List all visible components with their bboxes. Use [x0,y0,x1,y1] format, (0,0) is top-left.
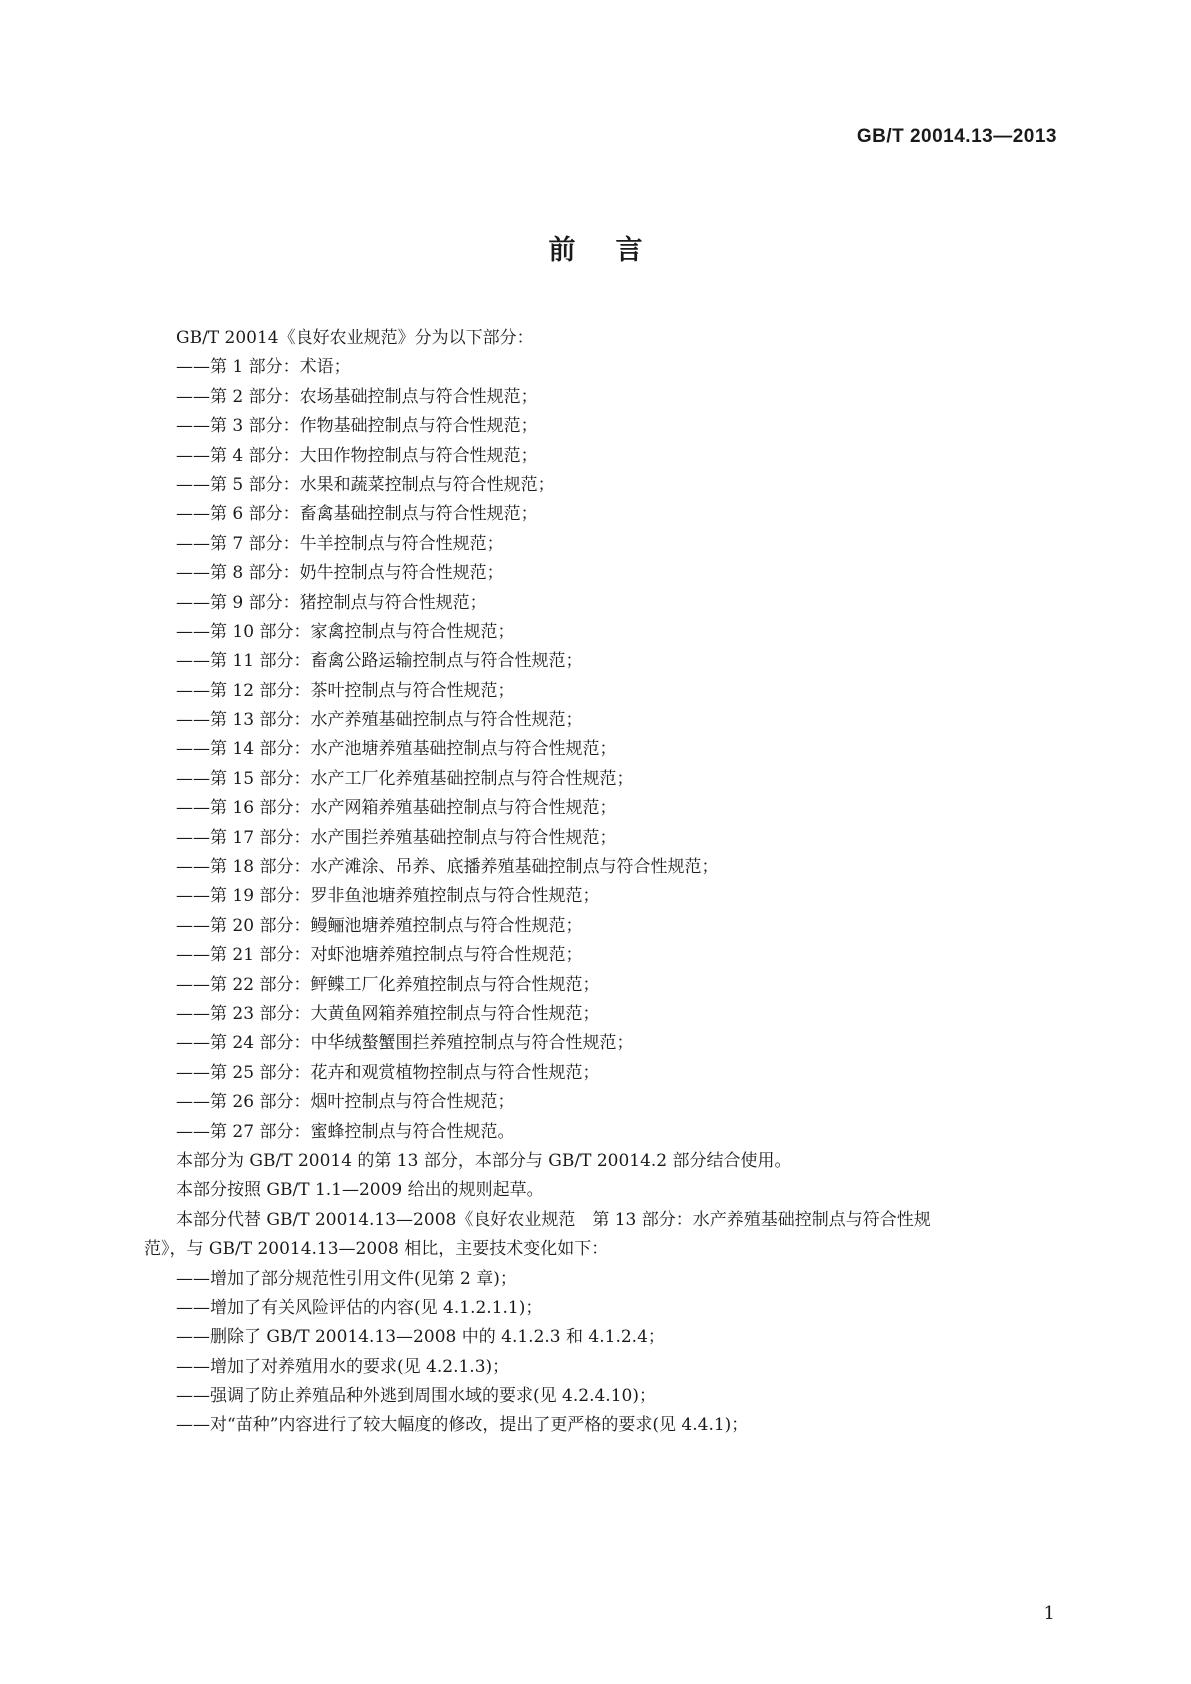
list-item: ——第 8 部分：奶牛控制点与符合性规范； [176,563,504,584]
list-item: ——第 27 部分：蜜蜂控制点与符合性规范。 [176,1121,515,1142]
list-item: ——第 7 部分：牛羊控制点与符合性规范； [176,533,504,554]
list-item: ——第 2 部分：农场基础控制点与符合性规范； [176,386,538,407]
list-item: ——第 10 部分：家禽控制点与符合性规范； [176,621,515,642]
list-item: ——第 12 部分：茶叶控制点与符合性规范； [176,680,515,701]
list-item: ——第 15 部分：水产工厂化养殖基础控制点与符合性规范； [176,768,634,789]
list-item: ——第 20 部分：鳗鲡池塘养殖控制点与符合性规范； [176,915,583,936]
paragraph-replaces-line-2: 范》，与 GB/T 20014.13—2008 相比，主要技术变化如下： [144,1239,609,1260]
change-item: ——对“苗种”内容进行了较大幅度的修改，提出了更严格的要求(见 4.4.1)； [176,1415,749,1436]
list-item: ——第 18 部分：水产滩涂、吊养、底播养殖基础控制点与符合性规范； [176,857,719,878]
list-item: ——第 23 部分：大黄鱼网箱养殖控制点与符合性规范； [176,1003,600,1024]
list-item: ——第 25 部分：花卉和观赏植物控制点与符合性规范； [176,1062,600,1083]
paragraph-scope: 本部分为 GB/T 20014 的第 13 部分，本部分与 GB/T 20014.2 部分结合使用。 [176,1150,792,1171]
list-item: ——第 24 部分：中华绒螯蟹围拦养殖控制点与符合性规范； [176,1033,634,1054]
page-number: 1 [1043,1603,1055,1624]
change-item: ——增加了有关风险评估的内容(见 4.1.2.1.1)； [176,1297,543,1318]
list-item: ——第 13 部分：水产养殖基础控制点与符合性规范； [176,710,583,731]
list-item: ——第 21 部分：对虾池塘养殖控制点与符合性规范； [176,945,583,966]
change-item: ——增加了对养殖用水的要求(见 4.2.1.3)； [176,1356,510,1377]
paragraph-replaces-line-1: 本部分代替 GB/T 20014.13—2008《良好农业规范 第 13 部分：水产养殖基础控制点与符合性规 [176,1209,931,1230]
list-item: ——第 9 部分：猪控制点与符合性规范； [176,592,487,613]
list-item: ——第 26 部分：烟叶控制点与符合性规范； [176,1092,515,1113]
change-item: ——增加了部分规范性引用文件(见第 2 章)； [176,1268,517,1289]
list-item: ——第 11 部分：畜禽公路运输控制点与符合性规范； [176,651,583,672]
header-standard-code: GB/T 20014.13—2013 [856,126,1057,147]
list-item: ——第 3 部分：作物基础控制点与符合性规范； [176,416,538,437]
list-item: ——第 19 部分：罗非鱼池塘养殖控制点与符合性规范； [176,886,600,907]
list-item: ——第 4 部分：大田作物控制点与符合性规范； [176,445,538,466]
list-item: ——第 17 部分：水产围拦养殖基础控制点与符合性规范； [176,827,617,848]
list-item: ——第 14 部分：水产池塘养殖基础控制点与符合性规范； [176,739,617,760]
change-item: ——强调了防止养殖品种外逃到周围水域的要求(见 4.2.4.10)； [176,1386,656,1407]
list-item: ——第 1 部分：术语； [176,357,351,378]
page-title: 前言 [548,235,683,266]
document-body [144,324,1056,1441]
change-item: ——删除了 GB/T 20014.13—2008 中的 4.1.2.3 和 4.1.2.4； [176,1327,665,1348]
list-item: ——第 22 部分：鲆鲽工厂化养殖控制点与符合性规范； [176,974,600,995]
paragraph-drafting-rules: 本部分按照 GB/T 1.1—2009 给出的规则起草。 [176,1180,544,1201]
intro-paragraph: GB/T 20014《良好农业规范》分为以下部分： [176,328,534,348]
list-item: ——第 6 部分：畜禽基础控制点与符合性规范； [176,504,538,525]
list-item: ——第 5 部分：水果和蔬菜控制点与符合性规范； [176,474,555,495]
list-item: ——第 16 部分：水产网箱养殖基础控制点与符合性规范； [176,798,617,819]
